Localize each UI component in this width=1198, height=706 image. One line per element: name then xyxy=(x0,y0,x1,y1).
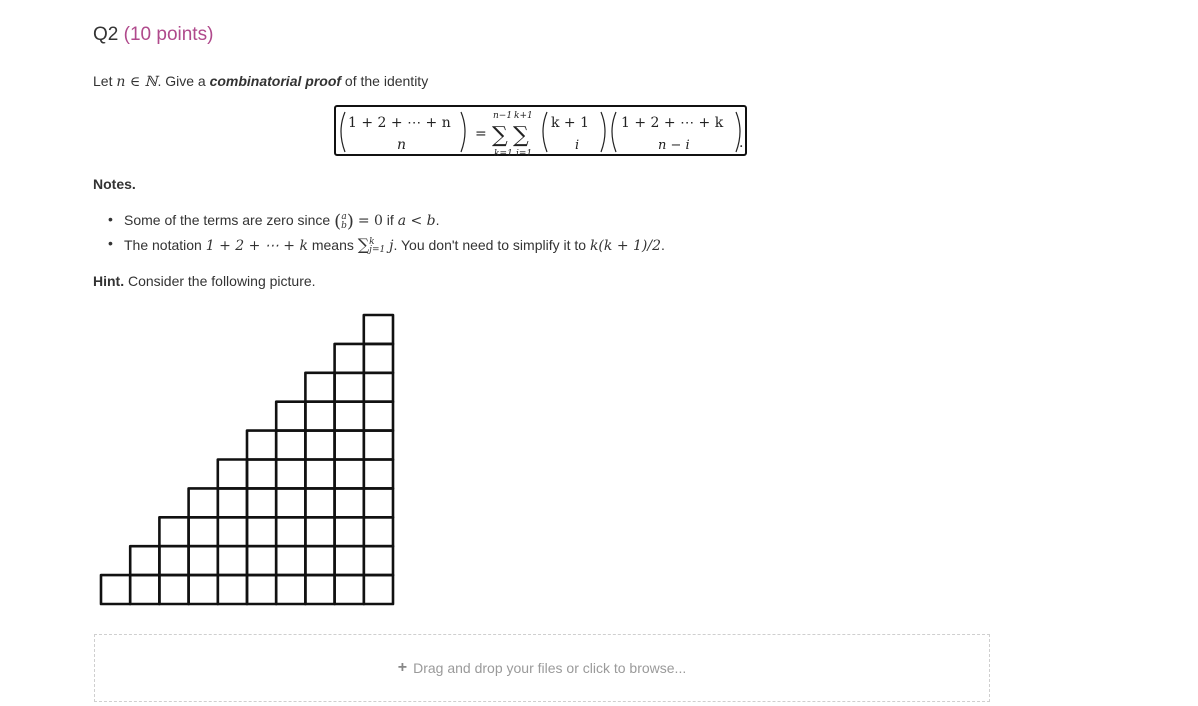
note1-binom-left-paren: ( xyxy=(334,211,342,232)
grid-cell xyxy=(159,517,188,546)
file-dropzone[interactable] xyxy=(94,634,990,702)
grid-cell xyxy=(276,517,305,546)
bullet-dot: • xyxy=(108,211,113,227)
grid-cell xyxy=(247,431,276,460)
grid-cell xyxy=(364,431,393,460)
equals-sign: = xyxy=(475,126,487,142)
question-number: Q2 xyxy=(93,24,119,45)
dropzone-label: Drag and drop your files or click to browse... xyxy=(413,660,687,676)
hint xyxy=(93,273,316,289)
intro-suffix: of the identity xyxy=(344,73,429,89)
binom1-top: k + 1 xyxy=(551,115,590,131)
binom1-bottom: i xyxy=(575,138,580,153)
note2-math1: 1 + 2 + ⋯ + k xyxy=(205,238,308,254)
grid-cell xyxy=(305,575,334,604)
note2-text-before: The notation xyxy=(124,237,202,253)
grid-cell xyxy=(247,517,276,546)
grid-cell xyxy=(305,460,334,489)
grid-cell xyxy=(218,488,247,517)
lhs-right-paren xyxy=(461,112,465,152)
grid-cell xyxy=(130,546,159,575)
intro-prefix: Let xyxy=(93,73,113,89)
grid-cell xyxy=(247,460,276,489)
grid-cell xyxy=(218,575,247,604)
grid-cell xyxy=(305,431,334,460)
grid-cell xyxy=(305,488,334,517)
hint-text: Consider the following picture. xyxy=(128,273,316,289)
note-item-1 xyxy=(108,211,440,232)
grid-cell xyxy=(247,488,276,517)
notes-heading: Notes. xyxy=(93,176,136,192)
grid-cell xyxy=(218,460,247,489)
sum1-upper: n−1 xyxy=(493,111,513,121)
grid-cell xyxy=(218,517,247,546)
grid-cell xyxy=(276,488,305,517)
note1-binom-top: a xyxy=(341,211,347,222)
grid-cell xyxy=(189,517,218,546)
grid-cell xyxy=(159,575,188,604)
note2-sum-sup: k xyxy=(369,237,375,248)
grid-cell xyxy=(159,546,188,575)
note2-sum-var: j xyxy=(389,238,394,254)
note2-sum-symbol: ∑ xyxy=(357,235,370,254)
grid-cell xyxy=(335,402,364,431)
sum1-symbol: ∑ xyxy=(492,123,508,148)
grid-cell xyxy=(101,575,130,604)
sum2-upper: k+1 xyxy=(514,111,533,121)
intro-mid: . Give a xyxy=(157,73,206,89)
sum2-lower: i=1 xyxy=(516,149,533,158)
sum1-lower: k=1 xyxy=(494,149,513,158)
note1-cond: a < b xyxy=(397,213,436,230)
note2-sum-sub: j=1 xyxy=(369,245,386,256)
grid-cell xyxy=(276,431,305,460)
grid-cell xyxy=(364,546,393,575)
grid-cell xyxy=(305,517,334,546)
grid-cell xyxy=(276,460,305,489)
grid-cell xyxy=(364,488,393,517)
grid-cell xyxy=(276,546,305,575)
grid-cell xyxy=(130,575,159,604)
lhs-left-paren xyxy=(341,112,345,152)
grid-cell xyxy=(305,402,334,431)
grid-cell xyxy=(364,402,393,431)
intro-math: n ∈ ℕ xyxy=(116,74,158,90)
grid-cell xyxy=(335,488,364,517)
grid-cell xyxy=(364,315,393,344)
grid-cell xyxy=(189,488,218,517)
bullet-dot: • xyxy=(108,235,113,251)
grid-cell xyxy=(364,344,393,373)
grid-cell xyxy=(305,546,334,575)
question-points: (10 points) xyxy=(123,24,214,45)
note-item-2 xyxy=(108,235,665,256)
note1-end: . xyxy=(435,212,440,229)
grid-cell xyxy=(247,575,276,604)
intro-bold: combinatorial proof xyxy=(209,73,342,89)
question-intro xyxy=(93,73,428,90)
plus-icon: + xyxy=(397,659,408,676)
binom1-left-paren xyxy=(543,112,547,152)
lhs-bottom: n xyxy=(397,137,407,153)
note1-text-if: if xyxy=(386,212,394,229)
note2-text-after: . You don't need to simplify it to xyxy=(393,237,587,253)
sum2-symbol: ∑ xyxy=(513,123,529,148)
binom1-right-paren xyxy=(601,112,605,152)
note1-math: = 0 xyxy=(357,213,383,230)
identity-formula xyxy=(334,105,747,156)
staircase-picture xyxy=(95,305,405,611)
grid-cell xyxy=(305,373,334,402)
lhs-top: 1 + 2 + ⋯ + n xyxy=(348,115,451,131)
question-title xyxy=(93,24,213,46)
binom2-top: 1 + 2 + ⋯ + k xyxy=(621,115,724,131)
grid-cell xyxy=(364,517,393,546)
grid-cell xyxy=(189,575,218,604)
grid-cell xyxy=(364,460,393,489)
note1-binom-right-paren: ) xyxy=(346,211,354,232)
note1-binom xyxy=(334,211,354,232)
grid-cell xyxy=(276,575,305,604)
grid-cell xyxy=(364,575,393,604)
grid-cell xyxy=(335,344,364,373)
grid-cell xyxy=(335,373,364,402)
grid-cell xyxy=(364,373,393,402)
grid-cell xyxy=(335,546,364,575)
note1-binom-bottom: b xyxy=(341,220,347,231)
identity-svg xyxy=(336,107,749,158)
note2-end: . xyxy=(661,237,665,253)
binom2-left-paren xyxy=(612,112,616,152)
binom2-bottom: n − i xyxy=(658,138,690,153)
note1-text-before: Some of the terms are zero since xyxy=(124,212,331,229)
grid-cell xyxy=(335,431,364,460)
identity-end: . xyxy=(739,135,744,151)
note2-text-means: means xyxy=(311,237,354,253)
grid-cell xyxy=(189,546,218,575)
grid-cell xyxy=(335,517,364,546)
grid-cell xyxy=(335,575,364,604)
hint-label: Hint. xyxy=(93,273,125,289)
grid-cell xyxy=(335,460,364,489)
grid-cell xyxy=(218,546,247,575)
note2-math2: k(k + 1)/2 xyxy=(589,238,661,254)
grid-cell xyxy=(276,402,305,431)
grid-cell xyxy=(247,546,276,575)
